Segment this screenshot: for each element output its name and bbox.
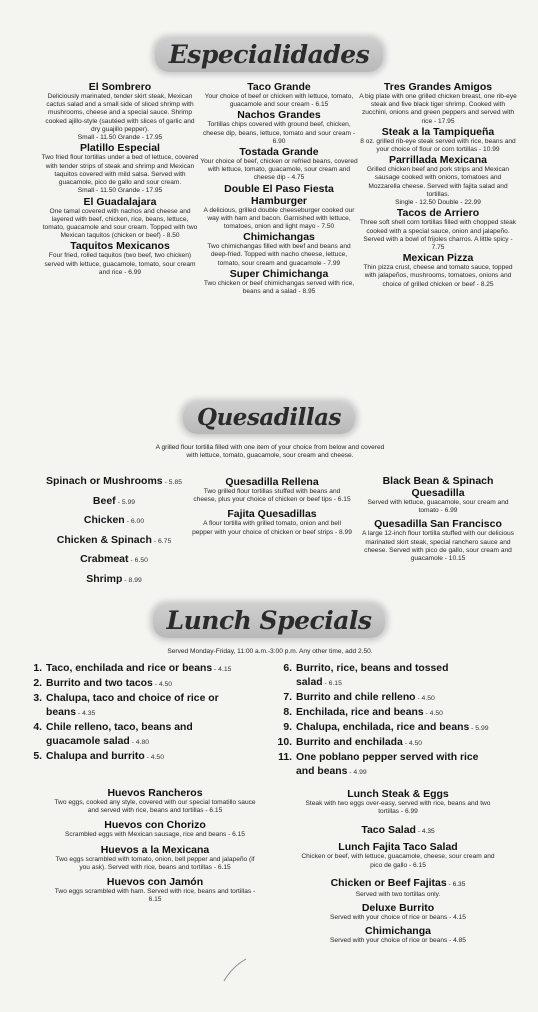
item-desc: Your choice of beef or chicken with lettuce, tomato, guacamole and sour cream - 6.15 xyxy=(204,93,354,109)
item-price: - 5.99 xyxy=(117,498,136,506)
item-name: Enchilada, rice and beans xyxy=(296,707,424,718)
item-desc: Deliciously marinated, tender skirt steak, Mexican cactus salad and a small side of sliced shrimp with mushrooms, cheese and a special sauce. Shrimp cooked ajillo-style (sautéed with slices of garlic and dry guajillo pepper). xyxy=(45,93,195,133)
item-name: Chile relleno, taco, beans and guacamole salad xyxy=(46,722,193,747)
item-desc: Served with your choice of rice or beans - 4.85 xyxy=(330,937,466,945)
item-name: Quesadilla San Francisco xyxy=(374,518,502,531)
item-name: Burrito, rice, beans and tossed salad xyxy=(296,663,449,688)
list-item xyxy=(26,750,272,765)
lunch-list-left xyxy=(26,662,272,765)
menu-item xyxy=(200,268,358,296)
list-item xyxy=(276,691,516,706)
lunch-title: Lunch Specials xyxy=(153,604,386,638)
item-price: - 6.75 xyxy=(153,537,172,545)
item-number: 1. xyxy=(33,663,42,674)
item-price: - 4.50 xyxy=(423,710,443,717)
menu-item xyxy=(192,476,352,504)
menu-item xyxy=(200,183,358,232)
item-price: - 4.80 xyxy=(129,739,150,746)
item-desc: One tamal covered with nachos and cheese and layered with beef, chicken, rice, beans, lettuce, tomato, guacamole and sour cream. Topped with two Mexican taquitos (chicken or beef) - 8.50 xyxy=(42,207,198,240)
menu-item xyxy=(358,81,518,126)
item-name: Tres Grandes Amigos xyxy=(383,81,493,93)
item-desc: Chicken or beef, with lettuce, guacamole, cheese, sour cream and pico de gallo - 6.15 xyxy=(301,853,495,869)
item-desc: Two fried flour tortillas under a bed of lettuce, covered with tender strips of steak and shrimp and Mexican taquitos covered with mild salsa. Served with guacamole, pico de gallo and sour cream. xyxy=(41,154,199,187)
menu-item xyxy=(300,841,496,869)
especialidades-title: Especialidades xyxy=(155,38,384,72)
menu-item xyxy=(40,81,200,142)
item-desc: Thin pizza crust, cheese and tomato sauce, topped with jalapeños, mushrooms, tomatoes, onions and choice of grilled chicken or beef - 8.25 xyxy=(363,264,513,288)
quesadillas-title: Quesadillas xyxy=(183,402,355,434)
item-number: 10. xyxy=(277,737,292,748)
menu-item xyxy=(200,81,358,109)
list-item xyxy=(26,662,272,677)
item-number: 8. xyxy=(283,707,292,718)
item-desc: Two grilled flour tortillas stuffed with beans and cheese, plus your choice of chicken or beef tips - 6.15 xyxy=(193,488,351,504)
item-number: 2. xyxy=(33,678,42,689)
item-price: - 4.50 xyxy=(402,740,423,747)
item-number: 11. xyxy=(278,752,292,763)
item-name: Chicken or Beef Fajitas xyxy=(330,876,447,889)
item-price: - 5.99 xyxy=(469,725,489,732)
item-name: Spinach or Mushrooms xyxy=(45,475,163,487)
list-item xyxy=(26,721,232,750)
item-name: Chalupa and burrito xyxy=(46,751,145,762)
menu-item xyxy=(358,518,518,563)
list-item xyxy=(26,677,272,692)
item-name: Lunch Fajita Taco Salad xyxy=(338,841,458,854)
menu-item xyxy=(300,925,496,945)
item-name: Deluxe Burrito xyxy=(361,902,435,915)
item-desc: Two eggs scrambled with ham. Served with rice, beans and tortillas - 6.15 xyxy=(54,888,256,904)
list-item xyxy=(38,511,190,531)
item-name: Huevos a la Mexicana xyxy=(100,843,210,856)
lunch-specials-column xyxy=(300,788,496,945)
item-name: El Sombrero xyxy=(88,81,152,93)
menu-item xyxy=(358,154,518,207)
item-desc: Scrambled eggs with Mexican sausage, rice and beans - 6.15 xyxy=(65,831,245,839)
item-desc: A large 12-inch flour tortilla stuffed with our delicious marinated skirt steak, special ranchero sauce and cheese. Served with pico de gallo, sour cream and guacamole - 10.15 xyxy=(362,530,514,563)
item-price: - 4.35 xyxy=(76,710,96,717)
item-name: Chimichanga xyxy=(365,925,431,938)
item-desc: A delicious, grilled double cheeseburger cooked our way with ham and bacon. Garnished with lettuce, tomatoes, onion and light mayo - 7.50 xyxy=(203,206,355,231)
lunch-eggs-column xyxy=(50,787,260,904)
item-number: 3. xyxy=(33,693,42,704)
item-name: Huevos con Chorizo xyxy=(104,819,206,832)
lunch-banner xyxy=(0,604,538,638)
list-item xyxy=(276,751,496,780)
item-name: Huevos con Jamón xyxy=(106,876,204,889)
item-price: - 6.00 xyxy=(126,518,145,525)
menu-item xyxy=(300,902,496,922)
item-price: - 4.35 xyxy=(415,828,435,836)
item-desc: A flour tortilla with grilled tomato, onion and bell pepper with your choice of chicken or beef strips - 8.99 xyxy=(192,520,352,536)
item-price: - 5.85 xyxy=(164,479,183,486)
item-desc: A big plate with one grilled chicken breast, one rib-eye steak and five black tiger shrimp. Cooked with zucchini, onions and green peppers and served with rice - 17.95 xyxy=(359,93,517,125)
item-price: - 4.99 xyxy=(347,769,367,776)
item-price: - 6.50 xyxy=(130,557,148,564)
item-desc: Two eggs, cooked any style, covered with our special tomatillo sauce and served with rice, beans and tortillas - 6.15 xyxy=(54,799,256,815)
item-desc: Two eggs scrambled with tomato, onion, bell pepper and jalapeño (if you ask). Served with rice, beans and tortillas - 6.15 xyxy=(55,855,255,871)
menu-item xyxy=(40,196,200,241)
menu-item xyxy=(40,240,200,277)
list-item xyxy=(276,736,516,751)
item-desc: 8 oz. grilled rib-eye steak served with rice, beans and your choice of flour or corn tortillas - 10.99 xyxy=(360,137,516,154)
especialidades-banner xyxy=(0,38,538,72)
item-name: Quesadilla Rellena xyxy=(225,476,319,488)
item-desc: Two chicken or beef chimichangas served with rice, beans and a salad - 8.95 xyxy=(203,279,355,296)
item-name: Burrito and enchilada xyxy=(296,737,403,748)
item-name: One poblano pepper served with rice and beans xyxy=(296,752,479,777)
item-price: Single - 12.50 Double - 22.99 xyxy=(395,199,481,207)
menu-item xyxy=(200,146,358,183)
menu-item xyxy=(358,252,518,289)
menu-item xyxy=(358,207,518,252)
item-name: Taco Grande xyxy=(247,81,311,93)
item-price: - 6.35 xyxy=(446,880,466,888)
item-name: Taco, enchilada and rice or beans xyxy=(46,663,213,674)
quesadillas-middle-column xyxy=(192,476,352,537)
item-name: Beef xyxy=(92,494,116,507)
list-item xyxy=(276,662,466,691)
item-name: Taco Salad xyxy=(361,824,416,837)
item-desc: Steak with two eggs over-easy, served with rice, beans and two tortillas - 6.99 xyxy=(305,800,491,816)
item-name: Chalupa, enchilada, rice and beans xyxy=(296,722,470,733)
menu-item xyxy=(40,142,200,195)
menu-item xyxy=(50,844,260,872)
item-number: 7. xyxy=(283,692,292,703)
item-desc: Four fried, rolled taquitos (two beef, two chicken) served with lettuce, guacamole, tomato, sour cream and rice - 6.99 xyxy=(44,252,196,276)
item-price: - 8.99 xyxy=(124,576,142,584)
list-item xyxy=(38,492,190,512)
item-name: Double El Paso Fiesta Hamburger xyxy=(224,182,334,207)
item-price: Small - 11.50 Grande - 17.95 xyxy=(77,134,163,142)
item-name: Super Chimichanga xyxy=(229,267,329,280)
menu-item xyxy=(50,819,260,839)
menu-item xyxy=(192,508,352,536)
item-name: Platillo Especial xyxy=(80,142,160,155)
menu-item xyxy=(358,475,518,515)
item-name: Tostada Grande xyxy=(239,146,319,159)
item-name: Huevos Rancheros xyxy=(107,787,203,799)
item-desc: Served with two tortillas only. xyxy=(355,890,441,898)
quesadillas-banner xyxy=(0,402,538,434)
item-price: - 6.15 xyxy=(322,680,342,687)
item-name: Steak a la Tampiqueña xyxy=(381,125,495,138)
item-number: 4. xyxy=(33,722,42,733)
item-name: Tacos de Arriero xyxy=(396,207,480,220)
item-name: Lunch Steak & Eggs xyxy=(347,788,449,800)
item-name: Fajita Quesadillas xyxy=(227,508,317,521)
list-item xyxy=(276,706,516,721)
item-name: Chalupa, taco and choice of rice or beans xyxy=(46,693,219,718)
especialidades-column-3 xyxy=(358,81,518,289)
menu-item xyxy=(200,231,358,268)
item-desc: Three soft shell corn tortillas filled with chopped steak cooked with a special sauce, onion and jalapeño. Served with a bowl of frijoles charros. A little spicy - 7.75 xyxy=(359,219,517,252)
item-name: Black Bean & Spinach Quesadilla xyxy=(382,475,494,499)
list-item xyxy=(38,472,190,492)
item-desc: Served with lettuce, guacamole, sour cream and tomato - 6.99 xyxy=(367,499,509,515)
menu-item xyxy=(300,788,496,816)
item-desc: Served with your choice of rice or beans - 4.15 xyxy=(330,914,466,922)
item-name: Burrito and chile relleno xyxy=(296,692,416,703)
item-name: Chicken xyxy=(83,514,125,526)
item-desc: Your choice of beef, chicken or refried beans, covered with lettuce, tomato, guacamole, sour cream and cheese dip - 4.75 xyxy=(200,158,358,182)
item-price: - 4.50 xyxy=(144,754,164,761)
item-desc: Two chimichangas filled with beef and beans and deep-fried. Topped with nacho cheese, lettuce, tomato, sour cream and guacamole - 7.99 xyxy=(207,243,351,267)
menu-item xyxy=(300,820,496,838)
list-item xyxy=(38,570,190,590)
list-item xyxy=(38,531,190,551)
item-desc: Grilled chicken beef and pork strips and Mexican sausage cooked with onions, tomatoes and Mozzarella cheese. Served with fajita salad and tortillas. xyxy=(366,166,510,198)
quesadillas-simple-list xyxy=(38,472,190,589)
list-item xyxy=(276,721,516,736)
item-name: Burrito and two tacos xyxy=(46,678,153,689)
item-name: Chicken & Spinach xyxy=(56,533,152,546)
item-number: 5. xyxy=(33,751,42,762)
item-name: Mexican Pizza xyxy=(402,252,474,265)
list-item xyxy=(26,692,242,721)
item-price: - 4.50 xyxy=(415,695,435,702)
item-desc: Tortillas chips covered with ground beef, chicken, cheese dip, beans, lettuce, tomato and sour cream - 6.90 xyxy=(202,121,356,145)
list-item xyxy=(38,550,190,570)
item-price: Small - 11.50 Grande - 17.95 xyxy=(77,187,163,195)
item-name: Shrimp xyxy=(86,572,123,585)
item-number: 6. xyxy=(283,663,292,674)
item-name: Nachos Grandes xyxy=(237,109,321,122)
item-name: Parrillada Mexicana xyxy=(388,154,488,167)
item-name: Taquitos Mexicanos xyxy=(70,240,170,253)
item-price: - 4.15 xyxy=(212,666,232,673)
lunch-intro: Served Monday-Friday, 11:00 a.m.-3:00 p.m. Any other time, add 2.50. xyxy=(167,648,373,655)
item-number: 9. xyxy=(283,722,292,733)
quesadillas-intro: A grilled flour tortilla filled with one item of your choice from below and covered with lettuce, tomato, guacamole, sour cream and cheese. xyxy=(155,444,385,460)
menu-item xyxy=(50,876,260,904)
menu-item xyxy=(200,109,358,146)
especialidades-column-1 xyxy=(40,81,200,277)
lunch-list-right xyxy=(276,662,516,780)
menu-item xyxy=(300,873,496,899)
especialidades-column-2 xyxy=(200,81,358,296)
item-name: Crabmeat xyxy=(80,553,129,565)
quesadillas-right-column xyxy=(358,475,518,563)
menu-item xyxy=(50,787,260,815)
pen-mark-decoration xyxy=(220,955,250,985)
item-price: - 4.50 xyxy=(152,681,173,688)
item-name: Chimichangas xyxy=(243,231,315,244)
menu-item xyxy=(358,126,518,154)
item-name: El Guadalajara xyxy=(83,195,157,208)
